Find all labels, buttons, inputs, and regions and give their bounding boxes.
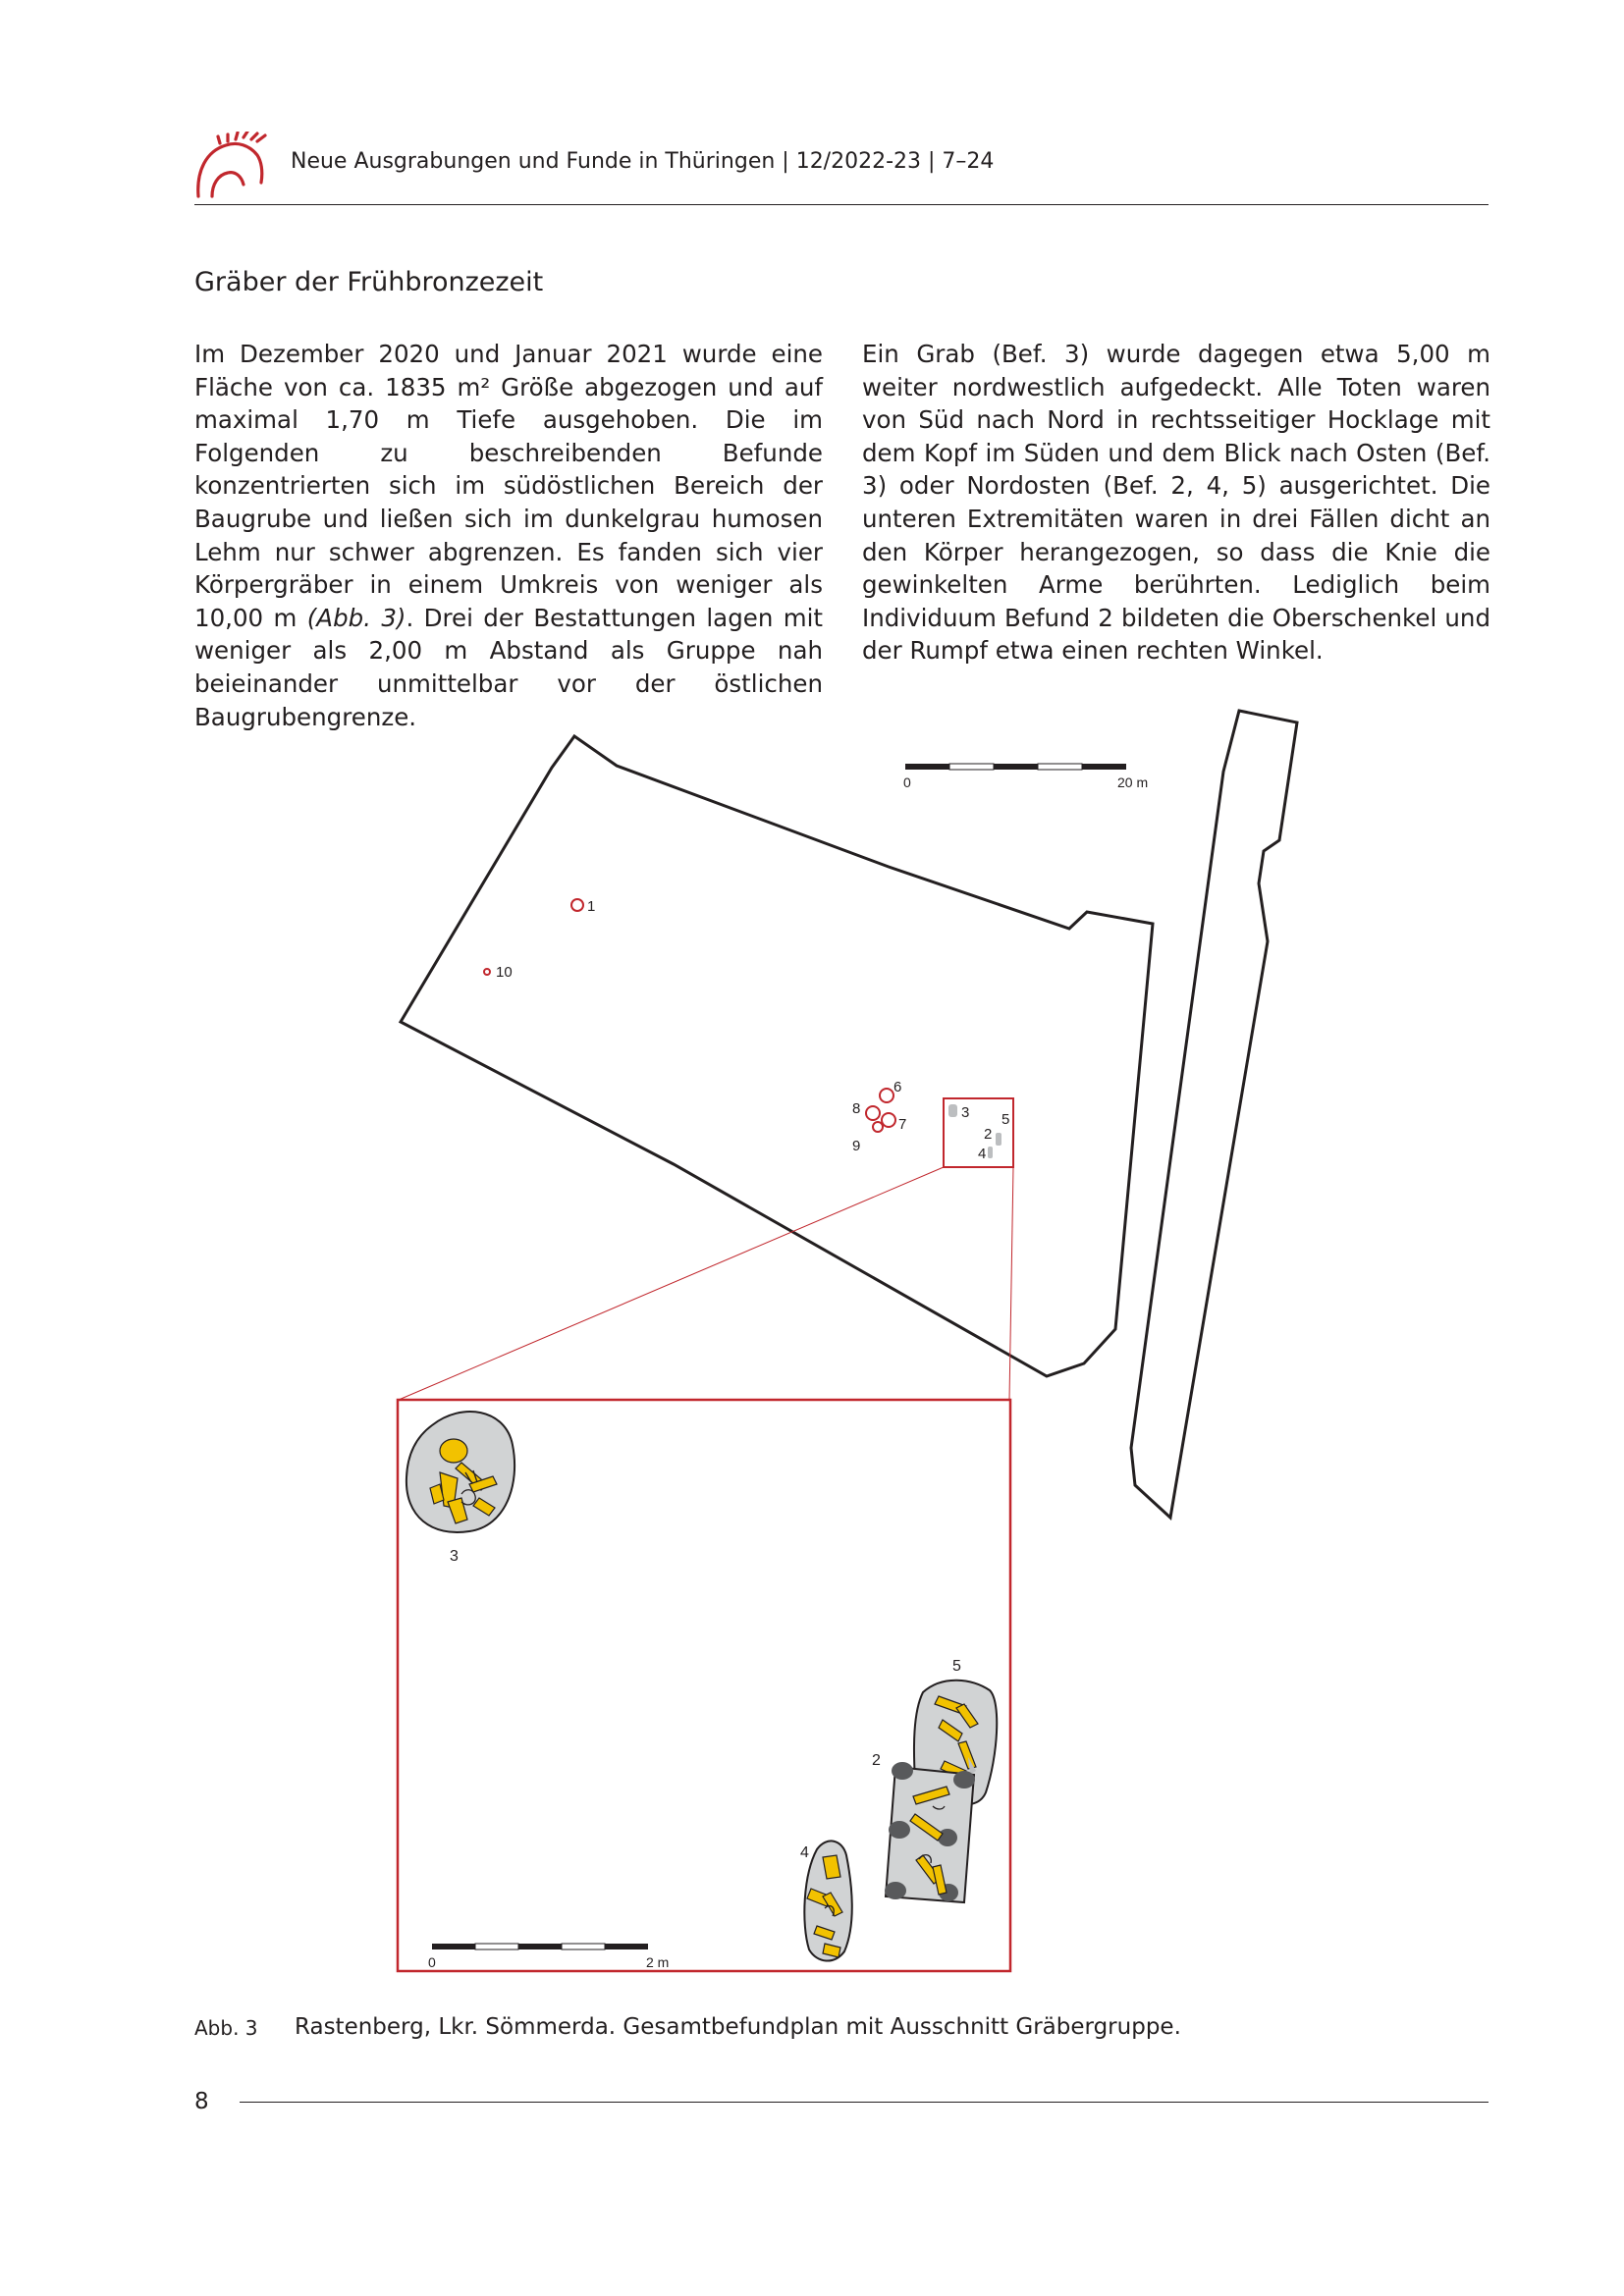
figure-site-plan xyxy=(0,687,1624,1993)
label-feature-8: 8 xyxy=(852,1100,861,1117)
label-feature-6: 6 xyxy=(893,1079,902,1095)
label-feature-3: 3 xyxy=(961,1104,970,1121)
horse-head-logo-icon xyxy=(192,132,271,202)
zoom-connector-right xyxy=(1009,1167,1013,1400)
grave-3 xyxy=(406,1412,514,1532)
trench-outline xyxy=(1131,711,1297,1518)
label-feature-7: 7 xyxy=(898,1116,907,1133)
scale-bar-plan xyxy=(903,764,1148,790)
label-feature-4: 4 xyxy=(978,1146,987,1162)
section-title: Gräber der Frühbronzezeit xyxy=(194,267,544,297)
feature-7 xyxy=(882,1113,895,1127)
footer-divider xyxy=(240,2102,1489,2103)
figure-caption-text: Rastenberg, Lkr. Sömmerda. Gesamtbefundplan mit Ausschnitt Gräbergruppe. xyxy=(295,2014,1181,2040)
zoom-connector-left xyxy=(399,1167,944,1400)
grave-4 xyxy=(804,1841,851,1960)
label-feature-10: 10 xyxy=(496,964,513,981)
label-grave-4: 4 xyxy=(800,1844,809,1861)
feature-10 xyxy=(484,969,490,975)
feature-8 xyxy=(866,1106,880,1120)
excavation-outline xyxy=(401,736,1153,1376)
feature-6 xyxy=(880,1089,893,1102)
scale-detail-start: 0 xyxy=(428,1954,436,1970)
body-left-text-1: Im Dezember 2020 und Januar 2021 wurde eine Fläche von ca. 1835 m² Größe abgezogen und auf maximal 1,70 m Tiefe ausgehoben. Die im Folgenden zu beschreibenden Befunde konzentrierten sich im südöstlichen Bereich der Baugrube und ließen sich im dunkelgrau humosen Lehm nur schwer abgrenzen. Es fanden sich vier Körpergräber in einem Umkreis von weniger als 10,00 m xyxy=(194,340,823,632)
figure-reference: (Abb. 3) xyxy=(306,603,406,632)
journal-header: Neue Ausgrabungen und Funde in Thüringen | 12/2022-23 | 7–24 xyxy=(291,149,995,174)
label-grave-3: 3 xyxy=(450,1548,459,1565)
page-number: 8 xyxy=(194,2089,209,2114)
feature-9 xyxy=(873,1122,883,1132)
figure-caption-label: Abb. 3 xyxy=(194,2016,258,2040)
label-grave-2: 2 xyxy=(872,1752,881,1769)
scale-detail-end: 2 m xyxy=(646,1954,670,1970)
scale-plan-start: 0 xyxy=(903,774,911,790)
feature-1 xyxy=(571,899,583,911)
label-feature-1: 1 xyxy=(587,898,596,915)
grave-2 xyxy=(885,1762,975,1902)
scale-bar-detail xyxy=(428,1944,669,1970)
site-plan-drawing xyxy=(0,687,1624,1993)
header-divider xyxy=(194,204,1489,205)
label-feature-2: 2 xyxy=(984,1126,993,1143)
body-right-text: Ein Grab (Bef. 3) wurde dagegen etwa 5,00 m weiter nordwestlich aufgedeckt. Alle Toten waren von Süd nach Nord in rechtsseitiger Hocklage mit dem Kopf im Süden und dem Blick nach Osten (Bef. 3) oder Nordosten (Bef. 2, 4, 5) ausgerichtet. Die unteren Extremitäten waren in drei Fällen dicht an den Körper herangezogen, so dass die Knie die gewinkelten Arme berührten. Lediglich beim Individuum Befund 2 bildeten die Oberschenkel und der Rumpf etwa einen rechten Winkel. xyxy=(862,340,1490,666)
scale-plan-end: 20 m xyxy=(1117,774,1149,790)
label-feature-9: 9 xyxy=(852,1138,861,1154)
label-grave-5: 5 xyxy=(952,1658,961,1675)
label-feature-5: 5 xyxy=(1001,1111,1010,1128)
body-column-right xyxy=(862,338,1490,667)
body-left-text-2: . Drei der Bestattungen lagen mit weniger als 2,00 m Abstand als Gruppe nah beieinander unmittelbar vor der östlichen Baugrubengrenze. xyxy=(194,603,823,731)
body-column-left xyxy=(194,338,823,733)
